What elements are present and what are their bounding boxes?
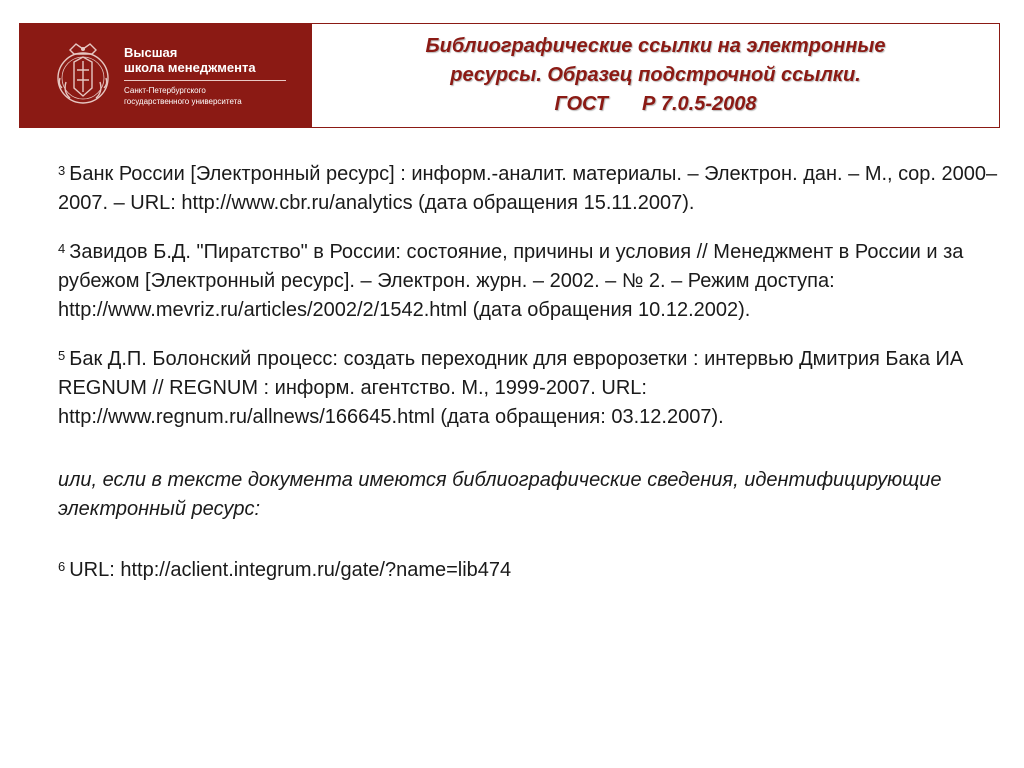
footnote-number: 6	[58, 559, 66, 574]
reference-5	[58, 341, 998, 432]
title-gost-number: Р 7.0.5-2008	[641, 93, 757, 115]
brand-text	[124, 45, 286, 107]
footnote-number: 5	[58, 348, 66, 363]
brand-divider	[124, 80, 286, 81]
slide-title	[426, 32, 886, 119]
italic-note: или, если в тексте документа имеются библиографические сведения, идентифицирующие электронный ресурс:	[58, 469, 942, 520]
footnote-number: 4	[58, 241, 66, 256]
title-line-1: Библиографические ссылки на электронные	[425, 35, 886, 57]
brand-panel	[20, 24, 312, 127]
title-box	[312, 24, 999, 127]
reference-6	[58, 552, 998, 585]
reference-text: URL: http://aclient.integrum.ru/gate/?name=lib474	[69, 559, 512, 581]
title-line-2: ресурсы. Образец подстрочной ссылки.	[450, 64, 861, 86]
reference-text: Завидов Б.Д. "Пиратство" в России: состояние, причины и условия // Менеджмент в России и за рубежом [Электронный ресурс]. – Электрон. журн. – 2002. – № 2. – Режим доступа: http://www.mevriz.ru/articles/2002/2/1542.html (дата обращения 10.12.2002).	[58, 241, 964, 321]
reference-3	[58, 156, 998, 218]
title-gost: ГОСТ	[554, 93, 608, 115]
title-line-3	[426, 90, 886, 119]
brand-sub-line2: государственного университета	[124, 96, 242, 106]
brand-sub-line1: Санкт-Петербургского	[124, 85, 206, 95]
brand-name-line2: школа менеджмента	[124, 59, 256, 75]
footnote-number: 3	[58, 163, 66, 178]
brand-name-line1: Высшая	[124, 44, 178, 60]
reference-text: Бак Д.П. Болонский процесс: создать переходник для евророзетки : интервью Дмитрия Бака ИА REGNUM // REGNUM : информ. агентство. М., 1999-2007. URL: http://www.regnum.ru/allnews/166645.html (дата обращения: 03.12.2007).	[58, 348, 964, 428]
university-crest-icon	[54, 40, 112, 112]
reference-4	[58, 234, 998, 325]
slide-content	[58, 156, 998, 601]
reference-text: Банк России [Электронный ресурс] : информ.-аналит. материалы. – Электрон. дан. – М., cop. 2000–2007. – URL: http://www.cbr.ru/analytics (дата обращения 15.11.2007).	[58, 163, 998, 214]
slide-header	[19, 23, 1000, 128]
